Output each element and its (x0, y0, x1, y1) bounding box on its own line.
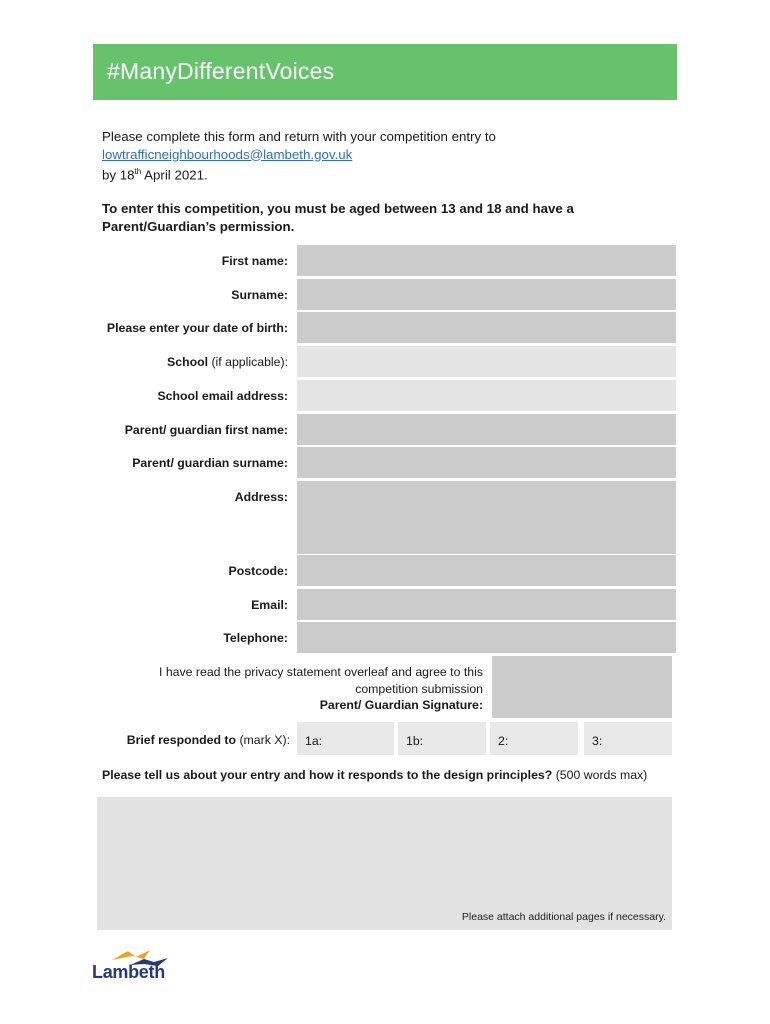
school-label: School (if applicable): (167, 355, 288, 369)
surname-field[interactable] (297, 279, 676, 310)
email-link[interactable]: lowtrafficneighbourhoods@lambeth.gov.uk (102, 146, 353, 162)
brief-option-1a[interactable]: 1a: (297, 722, 394, 755)
school-email-label: School email address: (157, 389, 288, 403)
brief-option-2[interactable]: 2: (490, 722, 578, 755)
intro-text (102, 128, 496, 184)
postcode-label: Postcode: (228, 564, 288, 578)
first-name-field[interactable] (297, 245, 676, 276)
intro-line: Please complete this form and return with your competition entry to (102, 129, 496, 144)
address-label: Address: (234, 490, 288, 504)
brief-option-1b[interactable]: 1b: (398, 722, 486, 755)
email-field[interactable] (297, 589, 676, 620)
entry-text-area[interactable] (97, 797, 672, 930)
guardian-surname-label: Parent/ guardian surname: (132, 456, 288, 470)
signature-label: Parent/ Guardian Signature: (319, 698, 483, 712)
logo-text: Lambeth (92, 962, 165, 982)
email-label: Email: (251, 598, 288, 612)
dob-field[interactable] (297, 312, 676, 343)
dob-label: Please enter your date of birth: (106, 321, 288, 335)
privacy-statement: I have read the privacy statement overleaf and agree to this competition submission Parent/ Guardian Signature: (158, 665, 483, 712)
entry-question: Please tell us about your entry and how it responds to the design principles? (500 words max) (102, 768, 648, 782)
eligibility-notice: To enter this competition, you must be aged between 13 and 18 and have a Parent/Guardian’s permission. (102, 201, 574, 234)
guardian-first-name-field[interactable] (297, 414, 676, 445)
page-title: #ManyDifferentVoices (107, 58, 335, 84)
attach-note: Please attach additional pages if necessary. (461, 911, 666, 923)
school-field[interactable] (297, 346, 676, 377)
telephone-field[interactable] (297, 622, 676, 653)
first-name-label: First name: (221, 254, 288, 268)
header-banner (93, 44, 677, 100)
brief-label: Brief responded to (mark X): (126, 733, 290, 747)
surname-label: Surname: (231, 288, 288, 302)
lambeth-logo (92, 950, 192, 986)
guardian-first-name-label: Parent/ guardian first name: (124, 423, 288, 437)
deadline-line: by 18th April 2021. (102, 167, 208, 183)
signature-field[interactable] (492, 656, 672, 718)
address-field[interactable] (297, 481, 676, 554)
postcode-field[interactable] (297, 555, 676, 586)
guardian-surname-field[interactable] (297, 447, 676, 478)
school-email-field[interactable] (297, 380, 676, 411)
telephone-label: Telephone: (223, 631, 288, 645)
brief-option-3[interactable]: 3: (584, 722, 672, 755)
